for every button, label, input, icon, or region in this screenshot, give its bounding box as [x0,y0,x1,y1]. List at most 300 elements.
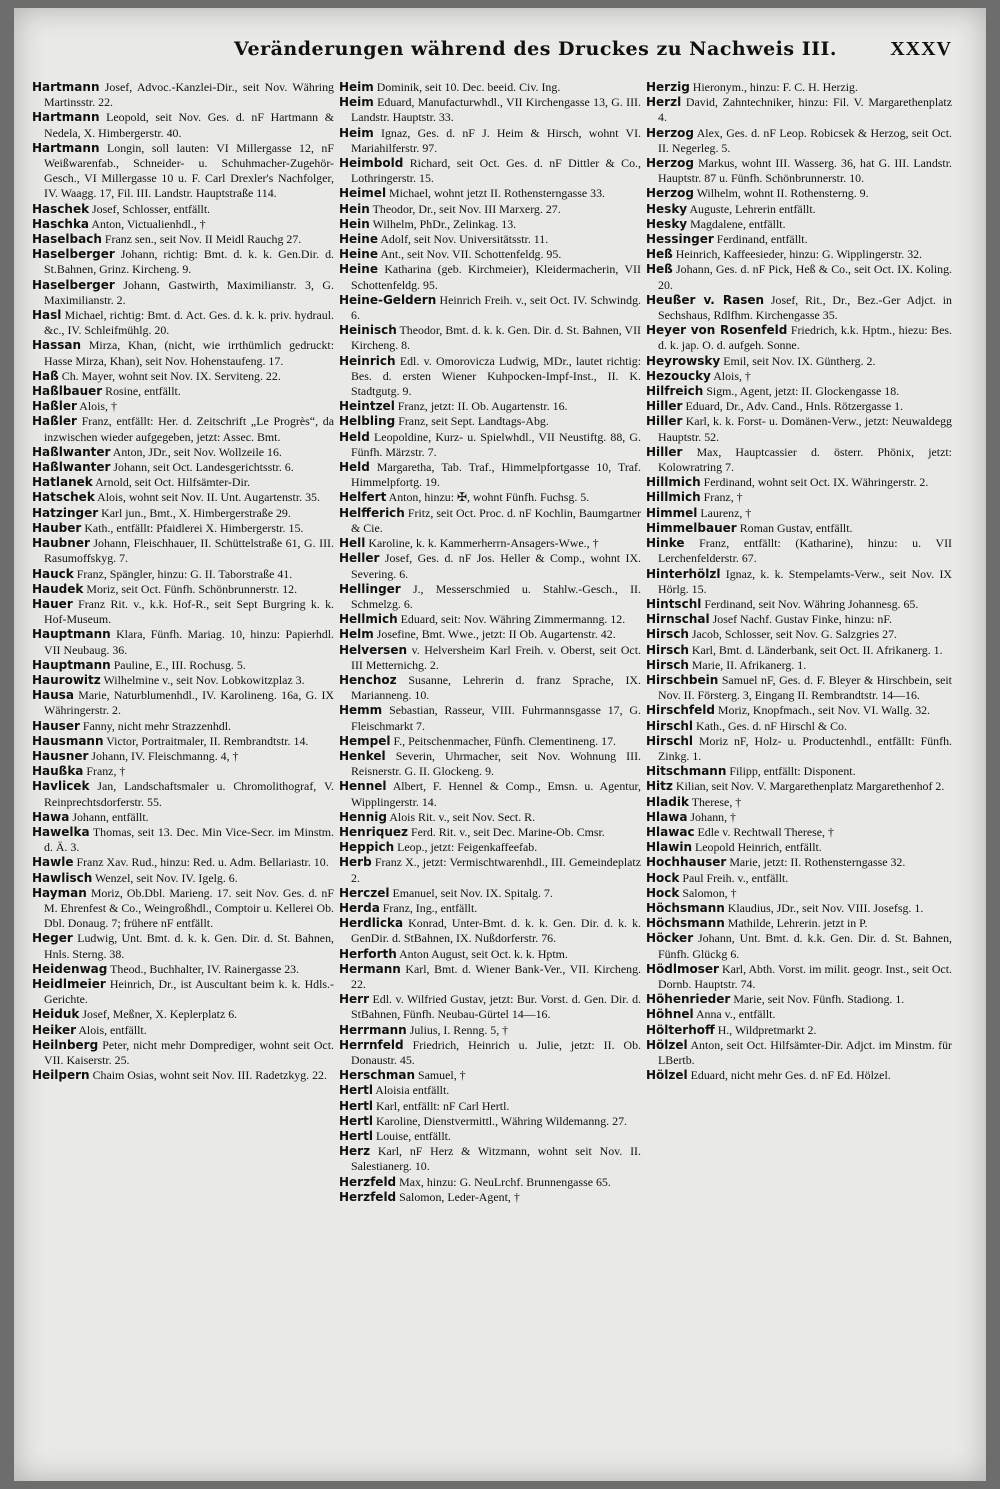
directory-entry [646,1023,952,1038]
entry-surname: Hatschek [32,490,95,505]
directory-entry [646,156,952,186]
directory-entry [339,1083,641,1098]
entry-surname: Hirsch [646,657,689,672]
directory-entry [339,1068,641,1083]
directory-entry [339,901,641,916]
entry-surname: Hochhauser [646,855,727,870]
directory-entry [646,217,952,232]
entry-surname: Hintschl [646,596,702,611]
entry-surname: Himmel [646,505,698,520]
entry-surname: Henriquez [339,824,409,839]
entry-surname: Haselbach [32,232,102,247]
directory-entry [646,293,952,323]
directory-entry [339,293,641,323]
directory-entry [646,384,952,399]
entry-surname: Heußer v. Rasen [646,292,765,307]
entry-details: Edl. v. Wilfried Gustav, jetzt: Bur. Vorst. d. Gen. Dir. d. StBahnen, Fünfh. Neubau-Gürtel 14—16. [351,992,641,1022]
entry-surname: Hein [339,201,370,216]
directory-entry [32,110,334,140]
entry-surname: Haurowitz [32,672,101,687]
entry-details: Max, hinzu: G. NeuLrchf. Brunnengasse 65. [399,1174,611,1189]
entry-details: Alex, Ges. d. nF Leop. Robicsek & Herzog, seit Oct. II. Negerleg. 5. [658,125,952,155]
entry-details: Heinrich, Dr., ist Auscultant beim k. k. Hdls.-Gerichte. [44,976,334,1007]
entry-surname: Helversen [339,642,407,657]
entry-surname: Haßlwanter [32,444,111,459]
entry-surname: Heinisch [339,323,397,338]
entry-details: Johann, richtig: Bmt. d. k. k. Gen.Dir. d. St.Bahnen, Grinz. Kircheng. 9. [44,247,334,277]
directory-entry [646,126,952,156]
entry-details: Leopold Heinrich, entfällt. [694,840,822,855]
directory-entry [646,521,952,536]
entry-details: Peter, nicht mehr Domprediger, wohnt seit Oct. VII. Kaiserstr. 25. [44,1037,334,1067]
entry-details: Edl. v. Omorovicza Ludwig, MDr., lautet richtig: Bes. d. ersten Wiener Kuhpocken-Impf-Inst., II. K. Stadtgutg. 9. [351,353,641,399]
directory-entry [646,399,952,414]
entry-surname: Höhenrieder [646,992,731,1007]
entry-surname: Hilfreich [646,384,704,399]
entry-surname: Hartmann [32,80,100,94]
entry-details: Franz, seit Sept. Landtags-Abg. [398,414,549,429]
directory-entry [646,490,952,505]
entry-surname: Herzfeld [339,1174,397,1189]
entry-surname: Hirschbein [646,672,719,687]
entry-details: Franz X., jetzt: Vermischtwarenhdl., III. Gemeindeplatz 2. [351,855,641,885]
entry-surname: Hladik [646,794,689,809]
entry-details: Alois, entfällt. [78,1022,147,1037]
entry-details: Hieronym., hinzu: F. C. H. Herzig. [692,80,858,94]
entry-details: Julius, I. Renng. 5, † [409,1022,509,1037]
entry-surname: Heim [339,95,374,110]
entry-details: Kath., Ges. d. nF Hirschl & Co. [695,718,847,733]
entry-details: Magdalene, entfällt. [690,216,786,231]
directory-entry [339,886,641,901]
entry-details: Samuel nF, Ges. d. F. Bleyer & Hirschbein, seit Nov. II. Försterg. 3, Eingang II. Rembrandtstr. 14—16. [658,672,952,703]
entry-details: Salomon, † [682,885,737,900]
directory-entry [339,247,641,262]
directory-entry [32,779,334,809]
entry-details: Friedrich, Heinrich u. Julie, jetzt: II. Ob. Donaustr. 45. [351,1037,641,1067]
entry-details: Klara, Fünfh. Mariag. 10, hinzu: Papierhdl. VII Neubaug. 36. [44,627,334,657]
directory-entry [32,931,334,961]
entry-surname: Hellmich [339,612,398,627]
entry-details: Josef, Meßner, X. Keplerplatz 6. [82,1007,238,1022]
entry-details: Franz, † [703,490,743,505]
directory-entry [646,567,952,597]
entry-surname: Herz [339,1144,371,1159]
entry-details: Moriz, seit Oct. Fünfh. Schönbrunnerstr. 12. [86,581,298,596]
entry-surname: Hausa [32,688,74,703]
directory-entry [646,202,952,217]
entry-details: Richard, seit Oct. Ges. d. nF Dittler & Co., Lothringerstr. 15. [351,156,641,186]
entry-surname: Heintzel [339,399,395,414]
entry-details: Paul Freih. v., entfällt. [682,870,789,885]
entry-surname: Hellinger [339,581,401,596]
entry-surname: Heppich [339,840,395,855]
entry-details: Ignaz, k. k. Stempelamts-Verw., seit Nov. IX Hörlg. 15. [658,566,952,596]
entry-surname: Hiller [646,414,683,429]
entry-details: Ferd. Rit. v., seit Dec. Marine-Ob. Cmsr. [411,824,605,839]
directory-entry [646,703,952,718]
entry-surname: Heim [339,125,374,140]
entry-details: Heinrich Freih. v., seit Oct. IV. Schwindg. 6. [351,292,641,323]
entry-surname: Herczel [339,885,390,900]
entry-surname: Hauber [32,520,82,535]
directory-entry [339,1144,641,1174]
entry-surname: Hausner [32,748,89,763]
directory-entry [32,414,334,444]
entry-details: Chaim Osias, wohnt seit Nov. III. Radetzkyg. 22. [92,1068,327,1083]
entry-details: H., Wildpretmarkt 2. [717,1022,817,1037]
directory-entry [339,779,641,809]
entry-surname: Hertl [339,1113,373,1128]
entry-details: Josef, Advoc.-Kanzlei-Dir., seit Nov. Währing Martinsstr. 22. [44,80,334,110]
entry-surname: Hertl [339,1129,373,1144]
directory-entry [32,338,334,368]
directory-entry [32,80,334,110]
entry-surname: Hartmann [32,110,100,125]
entry-details: Alois, † [79,399,117,414]
directory-entry [646,825,952,840]
entry-details: Markus, wohnt III. Wasserg. 36, hat G. III. Landstr. Hauptstr. 87 u. Fünfh. Schönbrunnerstr. 10. [658,156,952,186]
entry-details: Ferdinand, seit Nov. Währing Johannesg. 65. [704,596,919,611]
directory-entry [339,582,641,612]
directory-entry [32,1068,334,1083]
entry-details: Anton, seit Oct. Hilfsämter-Dir. Adjct. im Minstm. für LBertb. [658,1037,952,1067]
entry-surname: Heine [339,247,378,262]
entry-details: Alois, † [713,368,751,383]
entry-surname: Helfferich [339,505,405,520]
directory-entry [646,840,952,855]
directory-entry [339,1023,641,1038]
directory-entry [339,490,641,505]
entry-details: David, Zahntechniker, hinzu: Fil. V. Margarethenplatz 4. [658,95,952,125]
entry-details: Franz, entfällt: Her. d. Zeitschrift „Le Progrès“, da inzwischen wieder aufgegeben, jetzt: Assec. Bmt. [44,414,334,444]
directory-entry [339,643,641,673]
entry-surname: Herzog [646,156,694,171]
entry-details: Emil, seit Nov. IX. Güntherg. 2. [723,353,876,368]
directory-entry [646,186,952,201]
directory-entry [646,247,952,262]
entry-details: Johann, IV. Fleischmanng. 4, † [91,748,239,763]
directory-entry [32,749,334,764]
entry-details: Karoline, Dienstvermittl., Währing Wildemanng. 27. [375,1113,627,1128]
entry-details: Konrad, Unter-Bmt. d. k. k. Gen. Dir. d. k. k. GenDir. d. StBahnen, IX. Nußdorferstr. 76. [351,916,641,946]
entry-surname: Hessinger [646,232,714,247]
entry-details: Ant., seit Nov. VII. Schottenfeldg. 95. [380,247,562,262]
directory-entry [32,810,334,825]
directory-entry [646,673,952,703]
directory-entry [646,871,952,886]
entry-details: Moriz, Knopfmach., seit Nov. VI. Wallg. 32. [717,703,931,718]
directory-entry [646,627,952,642]
entry-surname: Heyrowsky [646,353,721,368]
directory-entry [32,369,334,384]
entry-details: Edle v. Rechtwall Therese, † [697,824,834,839]
entry-surname: Hawelka [32,824,90,839]
entry-details: Auguste, Lehrerin entfällt. [689,201,816,216]
entry-details: Severin, Uhrmacher, seit Nov. Wohnung III. Reisnerstr. G. II. Glockeng. 9. [351,748,641,779]
directory-entry [646,506,952,521]
entry-details: Samuel, † [418,1068,466,1083]
entry-surname: Hauser [32,718,80,733]
entry-details: Dominik, seit 10. Dec. beeid. Civ. Ing. [376,80,561,94]
entry-surname: Hirsch [646,627,689,642]
directory-entry [339,551,641,581]
directory-entry [646,262,952,292]
directory-entry [646,962,952,992]
entry-surname: Hell [339,536,366,551]
directory-entry [646,901,952,916]
entry-surname: Hirsch [646,642,689,657]
entry-surname: Herda [339,900,380,915]
directory-entry [32,597,334,627]
entry-details: Eduard, seit: Nov. Währing Zimmermanng. 12. [400,612,626,627]
directory-entry [339,810,641,825]
entry-details: Johann, † [690,809,736,824]
entry-surname: Himmelbauer [646,520,737,535]
entry-details: Klaudius, JDr., seit Nov. VIII. Josefsg. 1. [727,900,924,915]
entry-surname: Heine [339,262,378,277]
entry-details: Heinrich, Kaffeesieder, hinzu: G. Wipplingerstr. 32. [675,247,923,262]
directory-entry [32,399,334,414]
entry-surname: Haßlbauer [32,384,103,399]
directory-entry [339,627,641,642]
entry-surname: Hartmann [32,140,100,155]
entry-details: Franz, entfällt: (Katharine), hinzu: u. VII Lerchenfelderstr. 67. [658,536,952,566]
entry-surname: Hiller [646,399,683,414]
entry-details: Franz Xav. Rud., hinzu: Red. u. Adm. Bellariastr. 10. [76,855,329,870]
entry-details: Karl, Bmt. d. Wiener Bank-Ver., VII. Kircheng. 22. [351,961,641,991]
entry-surname: Herzl [646,95,682,110]
directory-entry [339,399,641,414]
entry-surname: Hertl [339,1083,373,1098]
directory-entry [32,673,334,688]
directory-entry [339,80,641,95]
entry-surname: Hasl [32,308,62,323]
entry-details: Karoline, k. k. Kammerherrn-Ansagers-Wwe., † [368,536,599,551]
entry-details: Moriz, Ob.Dbl. Marieng. 17. seit Nov. Ges. d. nF M. Ehrenfest & Co., Weingroßhdl., Comptoir u. Kellerei Ob. Dbl. Donaug. 7; frühere nF entfällt. [44,885,334,931]
directory-entry [32,521,334,536]
entry-details: Franz, Spängler, hinzu: G. II. Taborstraße 41. [76,566,293,581]
entry-surname: Hatlanek [32,475,93,490]
directory-entry [339,1099,641,1114]
entry-details: Marie, jetzt: II. Rothensterngasse 32. [729,855,906,870]
entry-surname: Hauer [32,596,73,611]
directory-entry [646,643,952,658]
directory-entry [32,871,334,886]
entry-surname: Herzfeld [339,1189,397,1204]
entry-details: Ignaz, Ges. d. nF J. Heim & Hirsch, wohnt VI. Mariahilferstr. 97. [351,125,641,155]
directory-entry [646,734,952,764]
entry-details: v. Helversheim Karl Freih. v. Oberst, seit Oct. III Metternichg. 2. [351,642,641,672]
directory-entry [32,308,334,338]
entry-details: Jan, Landschaftsmaler u. Chromolithograf, V. Reinprechtsdorferstr. 55. [44,779,334,809]
directory-entry [339,126,641,156]
entry-details: Franz, † [86,764,126,779]
entry-details: J., Messerschmied u. Stahlw.-Gesch., II. Schmelzg. 6. [351,581,641,611]
entry-details: Alois, wohnt seit Nov. II. Unt. Augartenstr. 35. [97,490,320,505]
entry-details: Johann, Ges. d. nF Pick, Heß & Co., seit Oct. IX. Koling. 20. [658,262,952,292]
entry-details: Filipp, entfällt: Disponent. [729,764,856,779]
directory-entry [32,202,334,217]
entry-surname: Hesky [646,201,688,216]
directory-entry [32,688,334,718]
entry-details: Karl, Abth. Vorst. im milit. geogr. Inst., seit Oct. Dornb. Hauptstr. 74. [658,961,952,991]
directory-entry [339,825,641,840]
entry-details: Marie, Naturblumenhdl., IV. Karolineng. 16a, G. IX Währingerstr. 2. [44,688,334,718]
entry-surname: Helfert [339,490,387,505]
entry-details: Mathilde, Lehrerin. jetzt in P. [727,916,868,931]
entry-surname: Heyer von Rosenfeld [646,323,788,338]
entry-details: Franz sen., seit Nov. II Meidl Rauchg 27. [104,232,302,247]
entry-details: Theod., Buchhalter, IV. Rainergasse 23. [110,961,300,976]
directory-entry [32,384,334,399]
directory-entry [32,658,334,673]
entry-surname: Herr [339,992,370,1007]
directory-entry [646,992,952,1007]
entry-surname: Helbling [339,414,396,429]
directory-entry [646,810,952,825]
entry-surname: Herrmann [339,1022,407,1037]
entry-surname: Hlawa [646,809,688,824]
directory-entry [646,95,952,125]
entry-details: Franz, Ing., entfällt. [382,900,478,915]
directory-entry [646,1068,952,1083]
entry-surname: Höchsmann [646,916,725,931]
entry-surname: Hassan [32,338,82,353]
directory-page [14,8,986,1481]
entry-surname: Heiker [32,1022,77,1037]
entry-surname: Hausmann [32,733,104,748]
directory-entry [32,886,334,932]
directory-entry [32,567,334,582]
entry-details: Theodor, Bmt. d. k. k. Gen. Dir. d. St. Bahnen, VII Kircheng. 8. [351,323,641,353]
entry-surname: Haschka [32,216,90,231]
entry-surname: Hertl [339,1098,373,1113]
entry-surname: Höhnel [646,1007,694,1022]
directory-entry [32,582,334,597]
directory-entry [646,612,952,627]
entry-surname: Heidenwag [32,961,108,976]
directory-entry [339,1114,641,1129]
entry-details: Leopoldine, Kurz- u. Spielwhdl., VII Neustiftg. 88, G. Fünfh. Märzstr. 7. [351,429,641,459]
entry-surname: Herzig [646,80,690,94]
entry-surname: Hein [339,216,370,231]
entry-surname: Hayman [32,885,87,900]
entry-details: Margaretha, Tab. Traf., Himmelpfortgasse 10, Traf. Himmelpfortg. 19. [351,460,641,490]
directory-entry [339,1190,641,1205]
directory-entry [339,855,641,885]
entry-surname: Hennig [339,809,387,824]
directory-entry [339,186,641,201]
directory-entry [339,506,641,536]
entry-surname: Henchoz [339,672,397,687]
entry-details: Anton, hinzu: ✠, wohnt Fünfh. Fuchsg. 5. [388,490,590,505]
entry-surname: Heine-Geldern [339,292,437,307]
directory-entry [646,1038,952,1068]
directory-entry [646,536,952,566]
entry-details: Marie, II. Afrikanerg. 1. [691,657,807,672]
directory-entry [339,734,641,749]
directory-entry [32,475,334,490]
directory-entry [339,323,641,353]
directory-entry [646,414,952,444]
entry-details: Johann, seit Oct. Landesgerichtsstr. 6. [113,460,294,475]
directory-entry [32,977,334,1007]
directory-entry [646,886,952,901]
entry-surname: Heilnberg [32,1037,99,1052]
directory-entry [32,247,334,277]
directory-entry [339,1175,641,1190]
entry-details: Ferdinand, entfällt. [716,232,808,247]
entry-surname: Hödlmoser [646,961,719,976]
directory-entry [339,430,641,460]
directory-entry [32,1038,334,1068]
entry-details: Victor, Portraitmaler, II. Rembrandtstr. 14. [106,733,309,748]
entry-details: Marie, seit Nov. Fünfh. Stadiong. 1. [733,992,905,1007]
entry-details: Anton, JDr., seit Nov. Wollzeile 16. [112,444,282,459]
entry-details: Rosine, entfällt. [105,384,181,399]
entry-details: Josef, Ges. d. nF Jos. Heller & Comp., wohnt IX. Severing. 6. [351,551,641,581]
entry-surname: Hölzel [646,1068,688,1083]
directory-entry [339,1038,641,1068]
directory-entry [32,1023,334,1038]
entry-details: Susanne, Lehrerin d. franz Sprache, IX. Marianneng. 10. [351,672,641,703]
entry-surname: Haselberger [32,277,115,292]
entry-details: Wenzel, seit Nov. IV. Igelg. 6. [95,870,238,885]
entry-details: Johann, Gastwirth, Maximilianstr. 3, G. Maximilianstr. 2. [44,277,334,307]
entry-details: Johann, Fleischhauer, II. Schüttelstraße 61, G. III. Rasumoffskyg. 7. [44,536,334,566]
entry-surname: Hauck [32,566,74,581]
entry-surname: Hemm [339,703,383,718]
directory-entry [339,1129,641,1144]
directory-entry [646,597,952,612]
entry-surname: Heß [646,247,673,262]
entry-surname: Haußka [32,764,84,779]
entry-surname: Haudek [32,581,84,596]
directory-entry [32,627,334,657]
directory-entry [32,962,334,977]
entry-surname: Heimbold [339,156,404,171]
entry-details: Kath., entfällt: Pfaidlerei X. Himbergerstr. 15. [84,520,304,535]
directory-entry [646,719,952,734]
entry-details: Jacob, Schlosser, seit Nov. G. Salzgries 27. [691,627,898,642]
column-right [646,80,952,1083]
entry-surname: Henkel [339,748,386,763]
entry-surname: Hesky [646,216,688,231]
entry-details: Moriz nF, Holz- u. Productenhdl., entfällt: Fünfh. Zinkg. 1. [658,733,952,763]
entry-surname: Herzog [646,186,694,201]
entry-surname: Herb [339,855,372,870]
entry-details: Franz Rit. v., k.k. Hof-R., seit Sept Burgring k. k. Hof-Museum. [44,596,334,627]
directory-entry [339,673,641,703]
entry-details: Mirza, Khan, (nicht, wie irrthümlich gedruckt: Hasse Mirza, Khan), seit Nov. Hohenstaufeng. 17. [44,338,334,368]
entry-surname: Haselberger [32,247,115,262]
directory-entry [32,1007,334,1022]
entry-surname: Hlawac [646,824,695,839]
entry-surname: Heinrich [339,353,396,368]
entry-details: Thomas, seit 13. Dec. Min Vice-Secr. im Minstm. d. Ä. 3. [44,824,334,855]
entry-details: Ch. Mayer, wohnt seit Nov. IX. Serviteng. 22. [61,368,281,383]
entry-details: Roman Gustav, entfällt. [739,520,853,535]
directory-entry [646,764,952,779]
entry-details: Leop., jetzt: Feigenkaffeefab. [397,840,538,855]
entry-details: Albert, F. Hennel & Comp., Emsn. u. Agentur, Wipplingerstr. 14. [351,779,641,809]
directory-entry [32,445,334,460]
directory-entry [339,414,641,429]
entry-details: Leopold, seit Nov. Ges. d. nF Hartmann & Nedela, X. Himbergerstr. 40. [44,110,334,140]
page-number: XXXV [890,38,952,60]
entry-details: Karl, entfällt: nF Carl Hertl. [375,1098,510,1113]
